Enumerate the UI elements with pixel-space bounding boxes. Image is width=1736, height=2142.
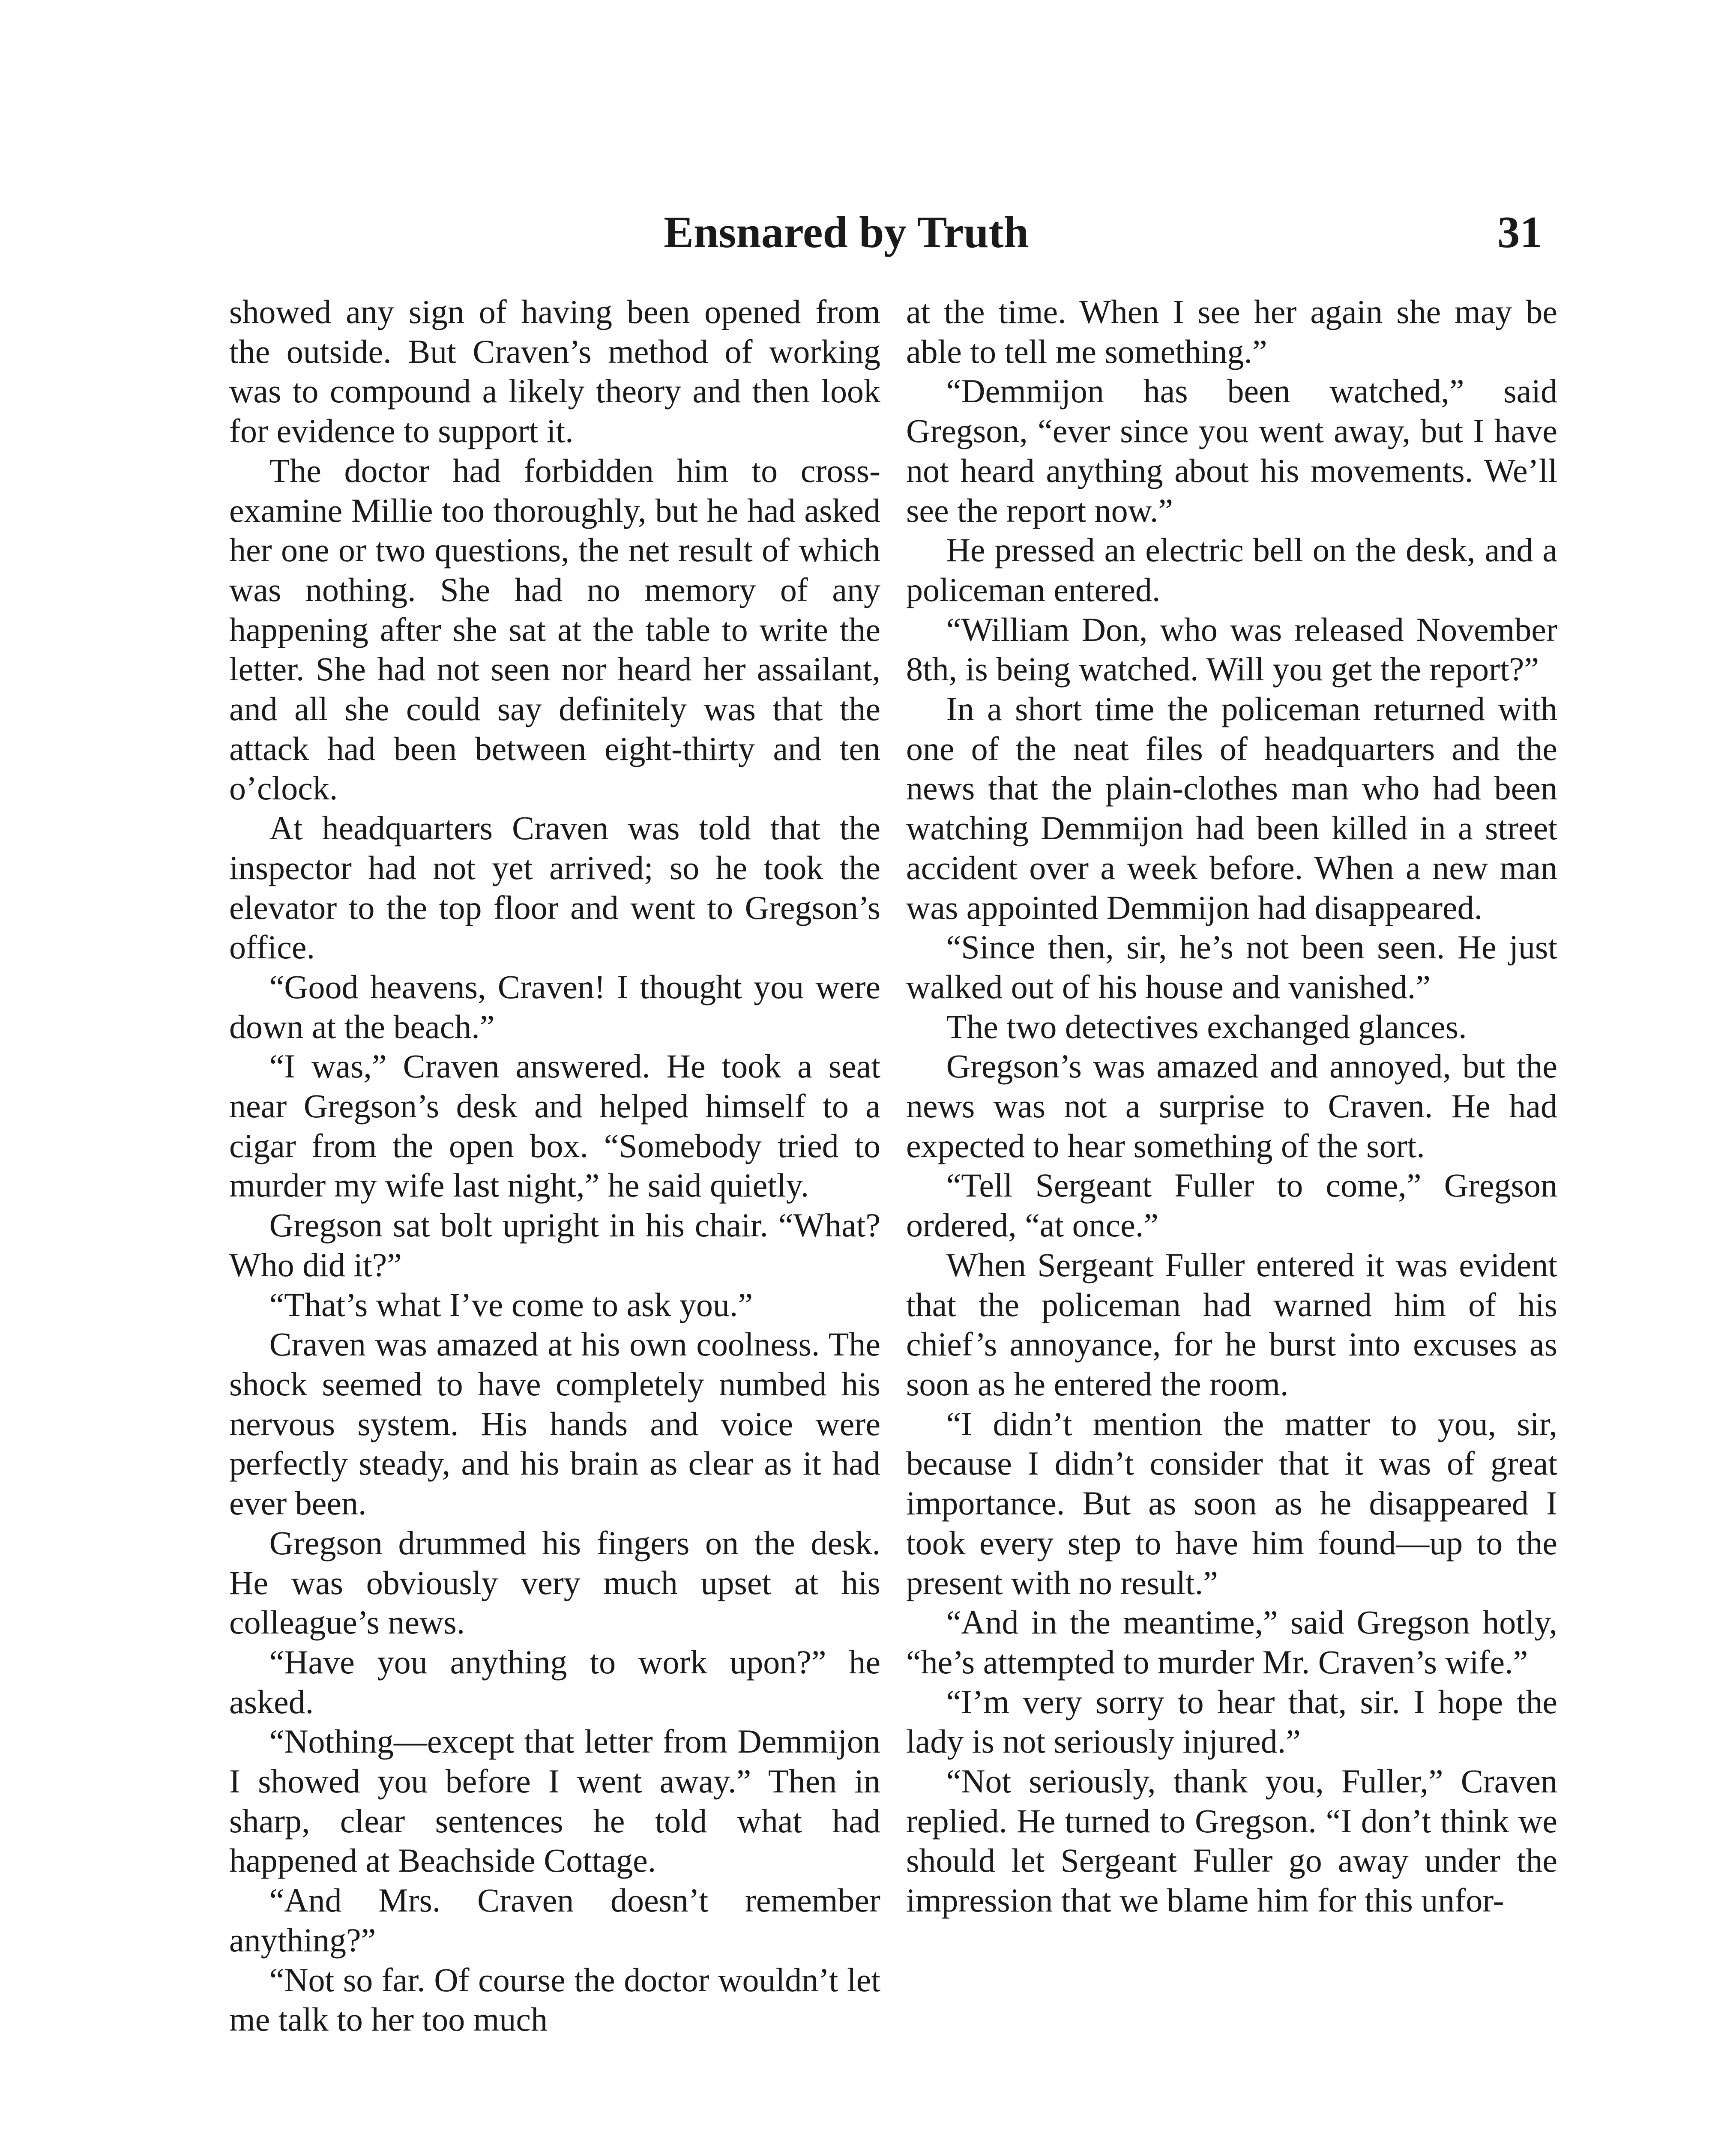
paragraph: “Not so far. Of course the doctor wouldn’t let me talk to her too much [229,1961,880,2038]
paragraph: The doctor had forbidden him to cross-examine Millie too thoroughly, but he had asked her one or two questions, the net result of which was nothing. She had no memory of any happening after she sat at the table to write the letter. She had not seen nor heard her assailant, and all she could say definitely was that the attack had been between eight-thirty and ten o’clock. [229,452,880,807]
paragraph: When Sergeant Fuller entered it was evident that the policeman had warned him of his chief’s annoyance, for he burst into excuses as soon as he entered the room. [906,1246,1557,1403]
paragraph: “That’s what I’ve come to ask you.” [269,1286,753,1323]
paragraph: Gregson’s was amazed and annoyed, but the news was not a surprise to Craven. He had expected to hear something of the sort. [906,1047,1557,1164]
paragraph: “Since then, sir, he’s not been seen. He just walked out of his house and vanished.” [906,928,1557,1005]
paragraph: “I’m very sorry to hear that, sir. I hope the lady is not seriously injured.” [906,1683,1557,1760]
paragraph: “Not seriously, thank you, Fuller,” Craven replied. He turned to Gregson. “I don’t think we should let Sergeant Fuller go away under the impression that we blame him for this unfor- [906,1762,1557,1919]
paragraph: “William Don, who was released November 8th, is being watched. Will you get the report?” [906,610,1557,688]
paragraph: “And in the meantime,” said Gregson hotly, “he’s attempted to murder Mr. Craven’s wife.” [906,1604,1557,1681]
running-title: Ensnared by Truth [664,207,1029,257]
paragraph: “Have you anything to work upon?” he asked. [229,1643,880,1720]
paragraph: “Good heavens, Craven! I thought you were down at the beach.” [229,968,880,1045]
paragraph: At headquarters Craven was told that the inspector had not yet arrived; so he took the elevator to the top floor and went to Gregson’s office. [229,809,880,966]
paragraph: at the time. When I see her again she may be able to tell me something.” [906,293,1557,370]
right-column [906,292,1557,1921]
paragraph: Craven was amazed at his own coolness. The shock seemed to have completely numbed his nervous system. His hands and voice were perfectly steady, and his brain as clear as it had ever been. [229,1325,880,1522]
paragraph: In a short time the policeman returned with one of the neat files of headquarters and the news that the plain-clothes man who had been watching Demmijon had been killed in a street accident over a week before. When a new man was appointed Demmijon had disappeared. [906,690,1557,926]
paragraph: showed any sign of having been opened from the outside. But Craven’s method of working was to compound a likely theory and then look for evidence to support it. [229,293,880,450]
paragraph: “Demmijon has been watched,” said Gregson, “ever since you went away, but I have not heard anything about his movements. We’ll see the report now.” [906,372,1557,529]
paragraph: “I didn’t mention the matter to you, sir, because I didn’t consider that it was of great importance. But as soon as he disappeared I took every step to have him found—up to the present with no result.” [906,1405,1557,1601]
left-column [229,292,880,2040]
paragraph: The two detectives exchanged glances. [946,1008,1467,1045]
paragraph: “I was,” Craven answered. He took a seat near Gregson’s desk and helped himself to a cigar from the open box. “Somebody tried to murder my wife last night,” he said quietly. [229,1047,880,1204]
page-number: 31 [1497,207,1542,257]
paragraph: Gregson sat bolt upright in his chair. “What? Who did it?” [229,1206,880,1283]
paragraph: He pressed an electric bell on the desk, and a policeman entered. [906,531,1557,608]
paragraph: “Tell Sergeant Fuller to come,” Gregson ordered, “at once.” [906,1167,1557,1244]
paragraph: “And Mrs. Craven doesn’t remember anything?” [229,1882,880,1959]
paragraph: Gregson drummed his fingers on the desk. He was obviously very much upset at his colleague’s news. [229,1524,880,1641]
paragraph: “Nothing—except that letter from Demmijon I showed you before I went away.” Then in sharp, clear sentences he told what had happened at Beachside Cottage. [229,1723,880,1879]
